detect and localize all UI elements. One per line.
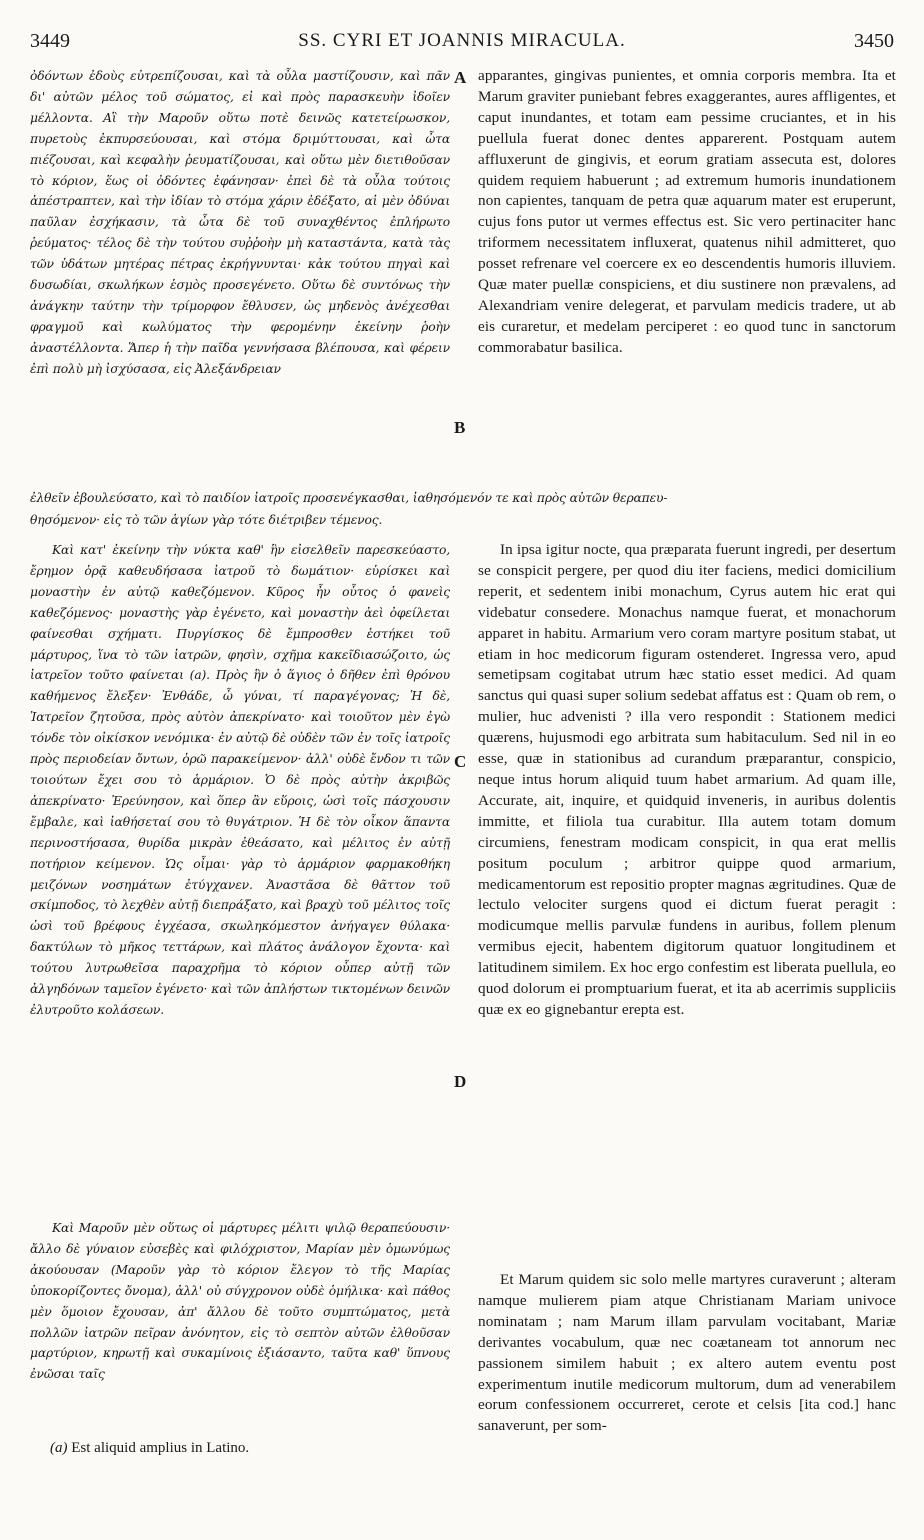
greek-column-top	[30, 66, 450, 486]
greek-spanning-line: θησόμενον· εἰς τὸ τῶν ἁγίων γὰρ τότε διέτριβεν τέμενος.	[30, 513, 383, 527]
latin-paragraph: Et Marum quidem sic solo melle martyres curaverunt ; alteram namque mulierem piam atque Christianam Mariam univoce nominatam ; nam Marum illam parvulam vocitabant, Mariæ derivantes vocabulum, quæ nec coætaneam tot annorum nec passionem similem habuit ; ex altero autem eventu post experimentum inutile medicorum multorum, dum ad venerabilem eorum confessionem occurreret, cerote et celsis [ita cod.] hanc sanaverunt, per som-	[478, 1271, 896, 1435]
greek-paragraph: Καὶ Μαροῦν μὲν οὕτως οἱ μάρτυρες μέλιτι ψιλῷ θεραπεύουσιν· ἄλλο δὲ γύναιον εὐσεβὲς καὶ φιλόχριστον, Μαρίαν μὲν ὁμωνύμως ἀκούουσαν (Μαροῦν γὰρ τὸ κόριον ἔλεγον τὸ τῆς Μαρίας ὑποκορίζοντες ὄνομα), ἀλλ' οὐ σύγχρονον οὐδὲ ὁμήλικα· καὶ πάθος μὲν ὅμοιον ἔχουσαν, ἀπ' ἄλλου δὲ τοῦτο συμπτώματος, μετὰ πολλῶν ἰατρῶν πεῖραν ἀνόνητον, εἰς τὸ σεπτὸν αὐτῶν ἐλθοῦσαν μαρτύριον, κηρωτῇ καὶ συκαμίνοις ἐξιάσαντο, ταῦτα καθ' ὕπνους ἐνῶσαι ταῖς	[30, 1221, 450, 1382]
footnote-text: Est aliquid amplius in Latino.	[71, 1440, 250, 1456]
section-marker-b: B	[454, 418, 466, 437]
page-number-right: 3450	[854, 30, 894, 52]
page-number-left: 3449	[30, 30, 70, 52]
section-marker-d: D	[454, 1072, 467, 1091]
latin-paragraph: apparantes, gingivas punientes, et omnia corporis membra. Ita et Marum graviter puniebant febres exaggerantes, aures affligentes, et caput inundantes, et totam eam pessime cruciantes, et in his puellula fuerat donec dentes apparerent. Postquam autem affluxerunt de gingivis, et eorum gratiam assecuta est, dolores quidem requiem habuerunt ; ad extremum humoris inundationem non capientes, tanquam de petra quæ aquarum mater est eruperunt, cujus fons putor ut vermes effectus est. Sic vero pertinaciter hanc triformem necessitatem influxerat, quatenus nihil admitteret, quo posset refrenare vel coercere ex eo descendentis humoris illuviem. Quæ mater puellæ conspiciens, et diu sustinere non prævalens, ad Alexandriam venire delegerat, et parvulam medicis tradere, ut ab eis curaretur, et medelam perciperet : eo quod tunc in sanctorum commorabatur basilica.	[478, 67, 896, 356]
running-title: SS. CYRI ET JOANNIS MIRACULA.	[298, 30, 626, 51]
latin-column-middle	[478, 540, 896, 1260]
section-marker-c: C	[454, 752, 467, 771]
latin-paragraph: In ipsa igitur nocte, qua præparata fuerunt ingredi, per desertum se conspicit pergere, per quod diu iter faciens, medici domicilium reperit, et sedentem inibi monachum, Cyrus autem hic erat qui videbatur consedere. Monachus namque fuerat, et monachorum apparet in habitu. Armarium vero coram martyre positum stabat, ut etiam in hoc medicorum figuram ostenderet. Ingressa vero, apud semetipsam cogitabat utrum hæc statio esset medici. Ad quam sanctus qui quasi super solium sedebat affatus est : Quam ob rem, o mulier, huc advenisti ? illa vero respondit : Stationem medici quærens, hujusmodi ego arbitrata sum habitaculum. Sed nil in eo esse, quæ in stationibus ad curandum præparantur, conspicio, neque intus horum aliquid tuum habet armarium. Ad quam ille, Accurate, ait, inquire, et quidquid inveneris, in auribus dolentis immitte, et filiola tua curabitur. Illa autem totam domum circumiens, fenestram modicam conspicit, in qua erat mellis positum poculum ; arbitror quippe quod armarium, medicamentorum est repositio propter magnas ægritudines. Quæ de lectulo velociter surgens quod ei dictum fuerat peragit : modicumque mellis parvulæ fundens in auribus, follem plenum vermibus ejecit, habentem digitorum quatuor longitudinem et latitudinem similem. Ex hoc ergo confestim est liberata puellula, eo quod dolorum ei promptuarium fuerat, et ita ab acerrimis suppliciis quæ ex eo gignebantur erepta est.	[478, 541, 896, 1018]
greek-column-middle	[30, 540, 450, 1198]
section-marker-a: A	[454, 68, 467, 87]
greek-column-bottom	[30, 1218, 450, 1434]
latin-column-top	[478, 66, 896, 486]
latin-column-bottom	[478, 1270, 896, 1530]
footnote-mark: (a)	[50, 1440, 68, 1456]
greek-paragraph: Καὶ κατ' ἐκείνην τὴν νύκτα καθ' ἣν εἰσελθεῖν παρεσκεύαστο, ἔρημον ὁρᾷ καθευδήσασα ἰατροῦ τὸ δωμάτιον· εὑρίσκει καὶ μοναστὴν ἐν αὐτῷ καθεζόμενον. Κῦρος ἦν οὗτος ὁ φανεὶς καθεζόμενος· μοναστὴς γὰρ ἐγένετο, καὶ μοναστὴν ἀεὶ ὀφείλεται φαίνεσθαι σχήματι. Πυργίσκος δὲ ἔμπροσθεν ἑστήκει τοῦ μάρτυρος, ἵνα τὸ τῶν ἰατρῶν, φησὶν, σχῆμα κακεῖδιασώζοιτο, ὡς ἰατρεῖον τοῦτο φαίνεται (a). Πρὸς ἣν ὁ ἅγιος ὁ δῆθεν ἐπὶ θρόνου καθήμενος ἔλεξεν· Ἐνθάδε, ὦ γύναι, τί παραγέγονας; Ἡ δὲ, Ἰατρεῖον ζητοῦσα, πρὸς αὐτὸν ἀπεκρίνατο· καὶ τοιοῦτον μὲν ἐγὼ τόνδε τὸν οἰκίσκον νενόμικα· ἐν αὐτῷ δὲ οὐδὲν τῶν ἐν τοῖς ἰατροῖς πρὸς περιοδείαν ὄντων, ὁρῶ παρακείμενον· ἀλλ' οὐδὲ ἔνδον τι τῶν τοιούτων ἔχει σου τὸ ἁρμάριον. Ὁ δὲ πρὸς αὐτὴν ἀκριβῶς ἀπεκρίνατο· Ἐρεύνησον, καὶ ὅπερ ἂν εὕροις, ὡσὶ τοῖς πάσχουσιν ἔμβαλε, καὶ ἰαθήσεταί σου τὸ θυγάτριον. Ἡ δὲ τὸν οἶκον ἅπαντα περινοστήσασα, θυρίδα μικρὰν ἐθεάσατο, καὶ μέλιτος ἐν αὐτῇ ποτήριον κείμενον. Ὡς οἶμαι· γὰρ τὸ ἁρμάριον φαρμακοθήκη μειζόνων νοσημάτων ἐτύγχανεν. Ἀναστᾶσα δὲ θᾶττον τοῦ σκίμποδος, τὸ λεχθὲν αὐτῇ διεπράξατο, καὶ βραχὺ τοῦ μέλιτος τοῖς ὠσὶ τοῦ βρέφους ἐγχέασα, σκωληκόμεστον ἀνήγαγεν θύλακα· δακτύλων τὸ μῆκος τεττάρων, καὶ πλάτος ἀνάλογον ἔχοντα· καὶ τούτου λυτρωθεῖσα παραχρῆμα τὸ κόριον οὗπερ αὐτῇ τῶν ἀλγηδόνων ταμεῖον ἐγένετο· καὶ τῶν ἀπλήστων τικτομένων δεινῶν ἐλυτροῦτο κολάσεων.	[30, 543, 450, 1017]
greek-spanning-line: ἐλθεῖν ἐβουλεύσατο, καὶ τὸ παιδίον ἰατροῖς προσενέγκασθαι, ἰαθησόμενόν τε καὶ πρὸς αὐτῶν θεραπευ-	[30, 491, 668, 505]
page-header	[30, 30, 894, 60]
footnote	[50, 1440, 470, 1457]
greek-paragraph: ὀδόντων ἐδοὺς εὐτρεπίζουσαι, καὶ τὰ οὖλα μαστίζουσιν, καὶ πᾶν δι' αὐτῶν μέλος τοῦ σώματος, εἰ καὶ πρὸς παρασκευὴν ἰδοῖεν μέλλοντα. Αἳ τὴν Μαροῦν οὕτω ποτὲ δεινῶς κατετείρωσκον, πυρετοὺς ἐκπυρσεύουσαι, καὶ στόμα δριμύττουσαι, καὶ ὦτα πιέζουσαι, καὶ κεφαλὴν ῥευματίζουσαι, καὶ οὕτω μὲν διετιθοῦσαν τὸ κόριον, ἕως οἱ ὀδόντες ἐφάνησαν· ἐπεὶ δὲ τὰ οὖλα τούτοις ἀπέστραπτεν, καὶ τὴν ἰδίαν τὸ στόμα χάριν ἐδέξατο, αἱ μὲν ὀδύναι παῦλαν ἐσχήκασιν, τὰ ὦτα δὲ τοῦ συναχθέντος ἐπλήρωτο ῥεύματος· τέλος δὲ τὴν τούτου συῤῥοὴν μὴ καταστάντα, κατὰ τὰς τῶν ὑδάτων μητέρας πέτρας ἐκρήγνυνται· κἀκ τούτου πηγαὶ καὶ δυσωδίαι, σκωλήκων ἑσμὸς προσεγένετο. Οὕτω δὲ συντόνως τὴν ἀνάγκην ταύτην τὴν τρίμορφον ἔθλυσεν, ὡς μηδενὸς ἀνέχεσθαι φραγμοῦ καὶ κωλύματος τὴν φερομένην ἐκείνην ῥοὴν ἀναστέλλοντα. Ἅπερ ἡ τὴν παῖδα γεννήσασα βλέπουσα, καὶ φέρειν ἐπὶ πολὺ μὴ ἰσχύσασα, εἰς Ἀλεξάνδρειαν	[30, 69, 450, 376]
